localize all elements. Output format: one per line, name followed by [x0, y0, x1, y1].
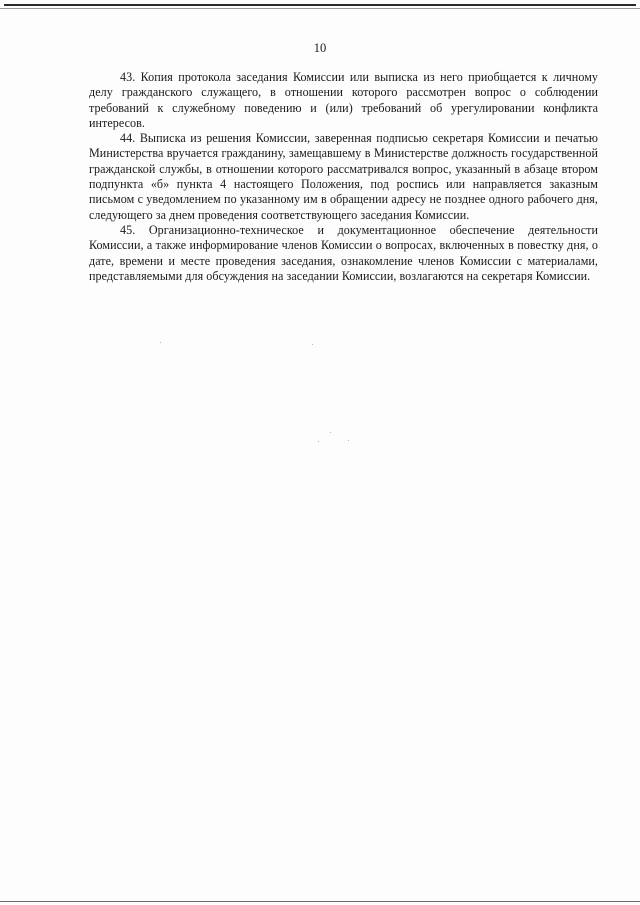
paragraph-43: 43. Копия протокола заседания Комиссии или выписка из него приобщается к личному делу гражданского служащего, в отношении которого рассмотрен вопрос о соблюдении требований к служебному поведению и (или) требований об урегулировании конфликта интересов.	[89, 70, 598, 130]
scan-speck	[312, 344, 313, 345]
paragraph-45: 45. Организационно-техническое и документационное обеспечение деятельности Комиссии, а также информирование членов Комиссии о вопросах, включенных в повестку дня, о дате, времени и месте проведения заседания, ознакомление членов Комиссии с материалами, представляемыми для обсуждения на заседании Комиссии, возлагаются на секретаря Комиссии.	[89, 222, 598, 283]
scan-border-top-thin	[0, 8, 640, 9]
scan-border-top	[4, 4, 636, 6]
scan-speck	[330, 432, 331, 433]
document-body	[89, 70, 598, 284]
scan-border-bottom	[0, 901, 640, 902]
scan-speck	[160, 342, 161, 343]
page-number: 10	[313, 41, 327, 55]
scan-speck	[348, 440, 349, 441]
paragraph-44: 44. Выписка из решения Комиссии, заверенная подписью секретаря Комиссии и печатью Министерства вручается гражданину, замещавшему в Министерстве должность государственной гражданской службы, в отношении которого рассматривался вопрос, указанный в абзаце втором подпункта «б» пункта 4 настоящего Положения, под роспись или направляется заказным письмом с уведомлением по указанному им в обращении адресу не позднее одного рабочего дня, следующего за днем проведения соответствующего заседания Комиссии.	[89, 131, 598, 222]
scan-speck	[318, 441, 319, 442]
